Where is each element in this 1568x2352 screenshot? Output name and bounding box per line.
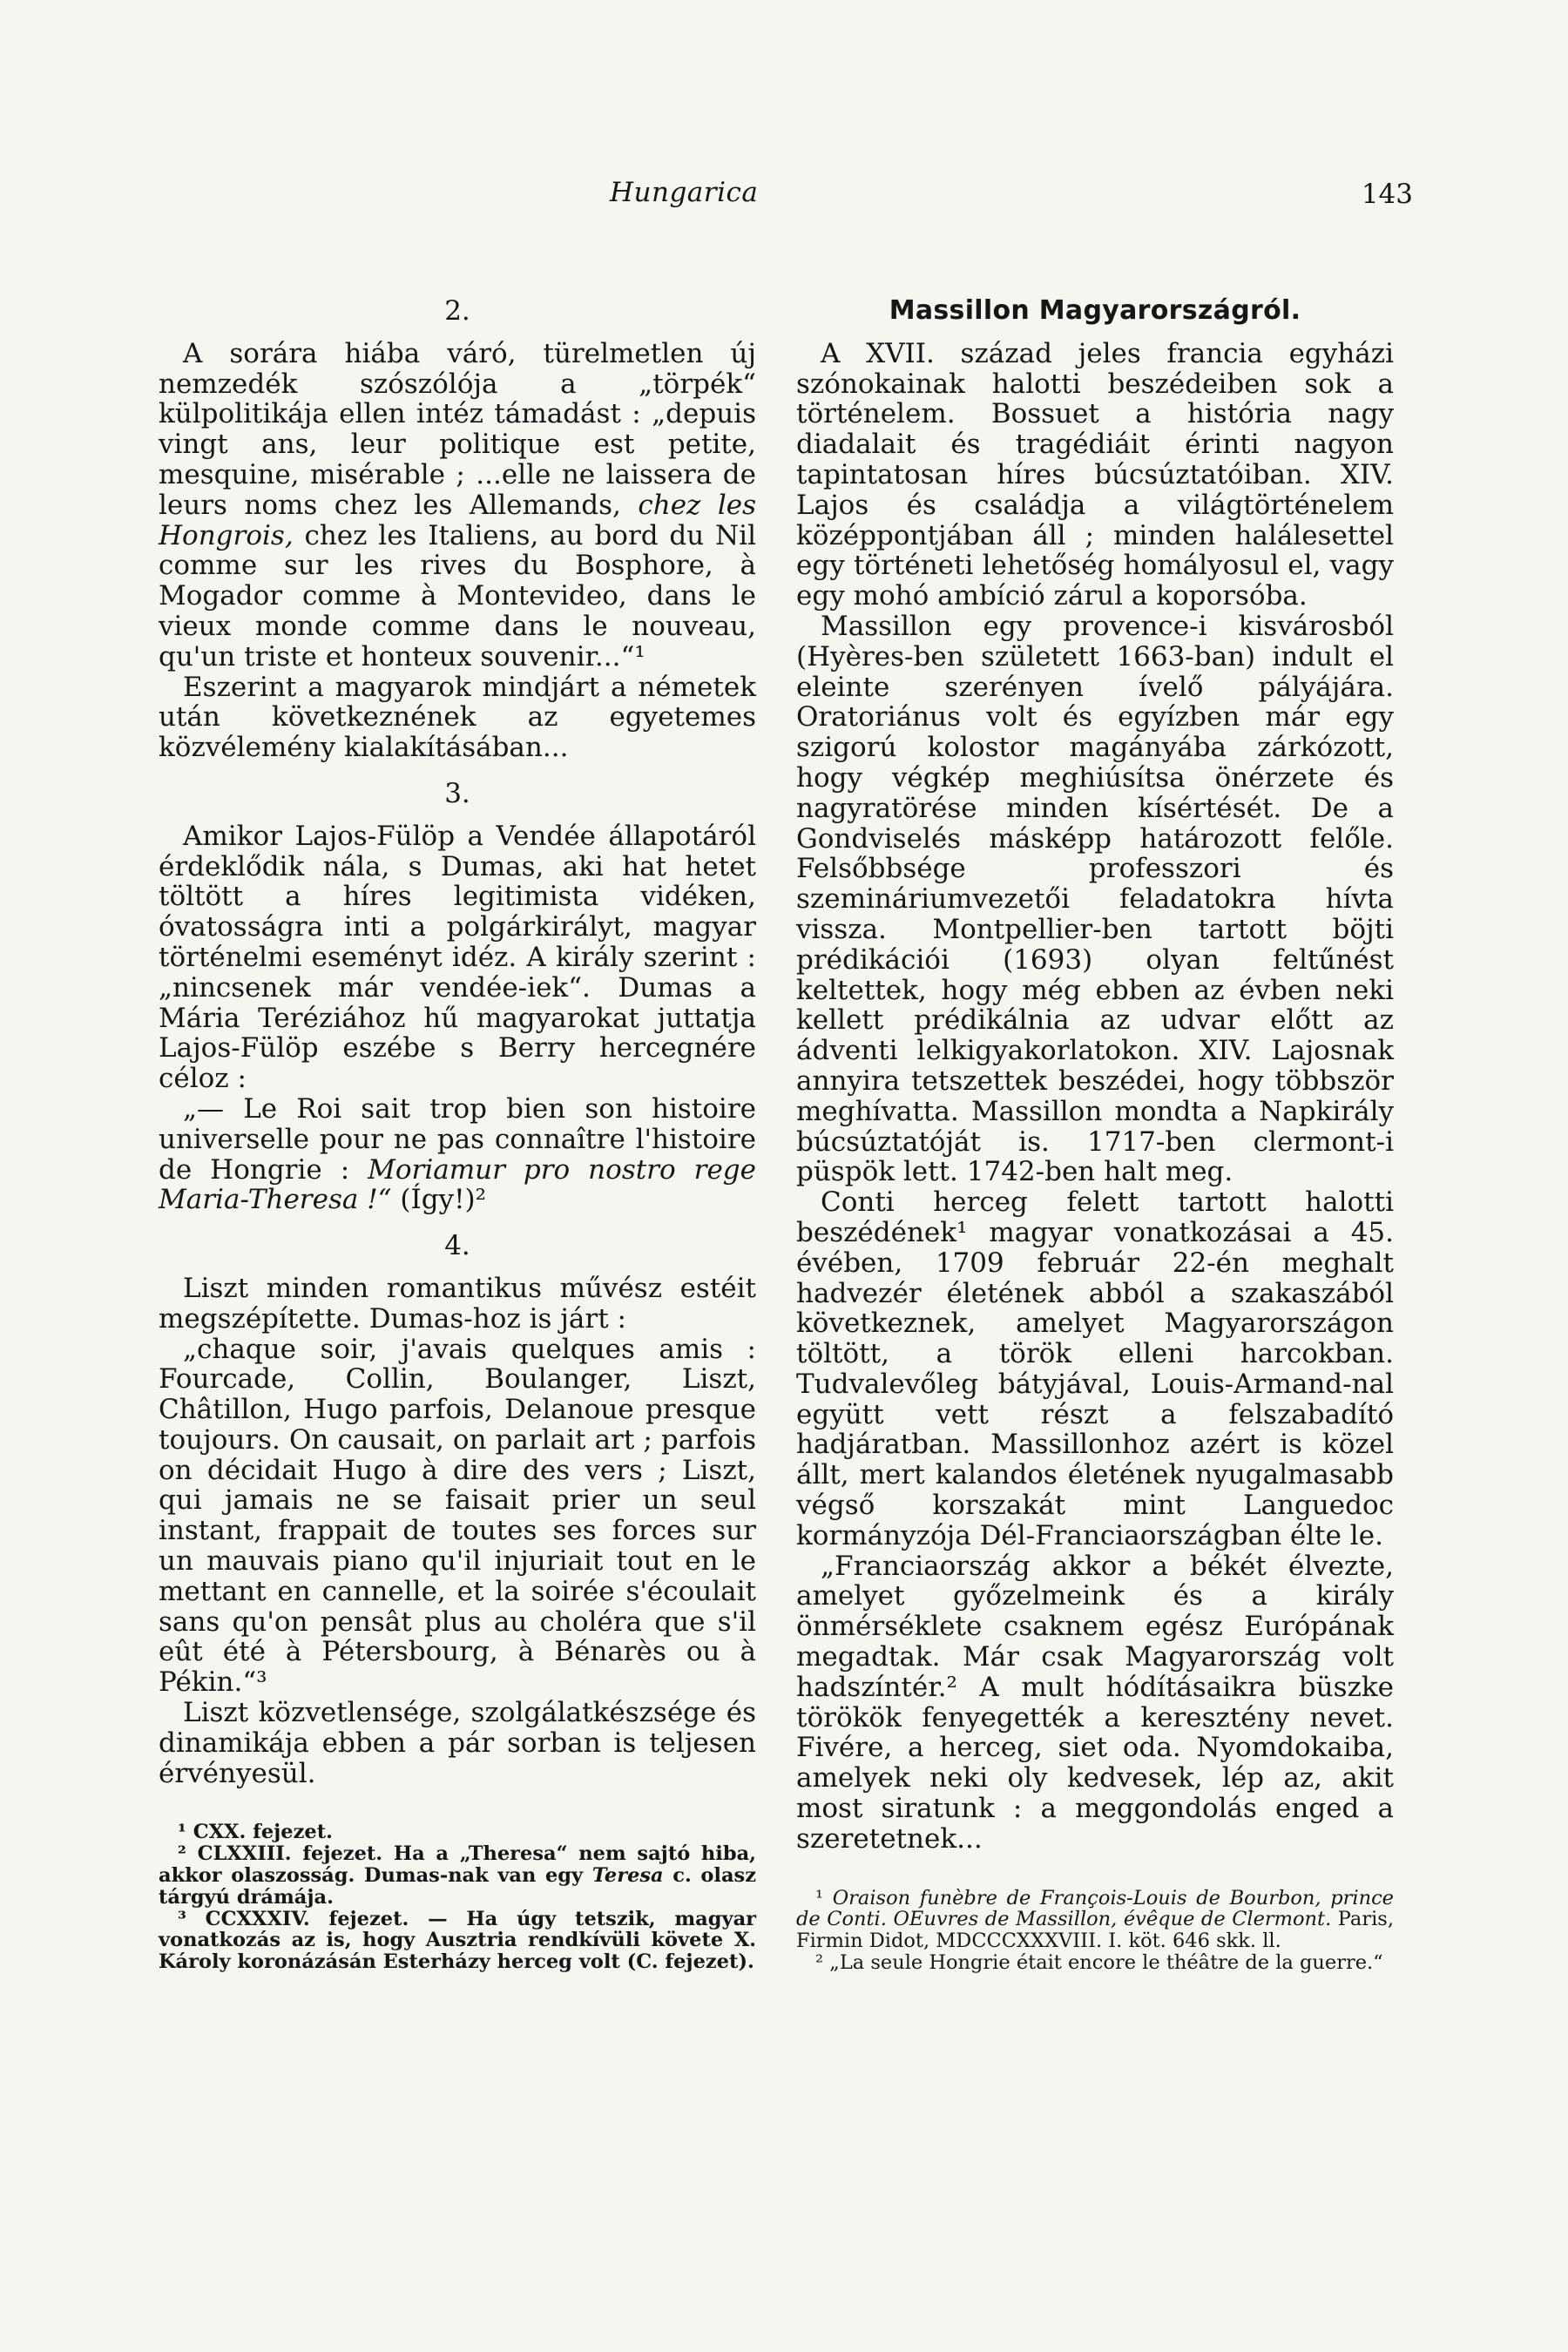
- footnotes-left: [159, 1821, 756, 1973]
- paragraph: „chaque soir, j'avais quelques amis : Fourcade, Collin, Boulanger, Liszt, Châtillon, Hugo parfois, Delanoue presque toujours. On causait, on parlait art ; parfois on décidait Hugo à dire des vers ; Liszt, qui jamais ne se faisait prier un seul instant, frappait de toutes ses forces sur un mauvais piano qu'il injuriait tout en le mettant en cannelle, et la soirée s'écoulait sans qu'on pensât plus au choléra que s'il eût été à Pétersbourg, à Bénarès ou à Pékin.“³: [159, 1333, 756, 1699]
- text-run: ² CLXXIII. fejezet. Ha a „Theresa“ nem sajtó hiba, akkor olaszosság. Dumas-nak van egy: [159, 1842, 756, 1888]
- paragraph: Conti herceg felett tartott halotti beszédének¹ magyar vonatkozásai a 45. évében, 1709 február 22-én meghalt hadvezér életének abból a szakaszából következnek, amelyet Magyarországon töltött, a török elleni harcokban. Tudvalevőleg bátyjával, Louis-Armand-nal együtt vett részt a felszabadító hadjáratban. Massillonhoz azért is közel állt, mert kalandos életének nyugalmasabb végső korszakát mint Languedoc kormányzója Dél-Franciaországban élte le.: [796, 1186, 1394, 1551]
- text-run: (Így!)²: [391, 1184, 487, 1216]
- footnote-2: ² „La seule Hongrie était encore le théâtre de la guerre.“: [815, 1951, 1383, 1975]
- italic-text: chez les Hongrois,: [159, 489, 757, 551]
- right-column: [796, 296, 1394, 1974]
- italic-text: Moriamur pro nostro rege Maria-Theresa !“: [159, 1153, 756, 1216]
- paragraph: Massillon egy provence-i kisvárosból (Hyères-ben született 1663-ban) indult el eleinte szerényen ívelő pályájára. Oratoriánus volt és egyízben már egy szigorú kolostor magányába zárkózott, hogy végkép meghiúsítsa önérzete és nagyratörése minden kísértését. De a Gondviselés másképp határozott felőle. Felsőbbsége professzori és szemináriumvezetői feladatokra hívta vissza. Montpellier-ben tartott böjti prédikációi (1693) olyan feltűnést keltettek, hogy még ebben az évben neki kellett prédikálnia az udvar előtt az ádventi lelkigyakorlatokon. XIV. Lajosnak annyira tetszettek beszédei, hogy többször meghívatta. Massillon mondta a Napkirály búcsúztatóját is. 1717-ben clermont-i püspök lett. 1742-ben halt meg.: [796, 610, 1394, 1188]
- text-run: c. olasz tárgyú drámája.: [159, 1864, 756, 1909]
- footnote-2: [159, 1843, 756, 1908]
- paragraph: Amikor Lajos-Fülöp a Vendée állapotáról érdeklődik nála, s Dumas, aki hat hetet töltött a híres legitimista vidéken, óvatosságra inti a polgárkirályt, magyar történelmi eseményt idéz. A király szerint : „nincsenek már vendée-iek“. Dumas a Mária Teréziához hű magyarokat juttatja Lajos-Fülöp eszébe s Berry hercegnére céloz :: [159, 820, 756, 1095]
- page-number: 143: [1361, 179, 1413, 210]
- paragraph: A XVII. század jeles francia egyházi szónokainak halotti beszédeiben sok a történelem. Bossuet a história nagy diadalait és tragédiáit érinti nagyon tapintatosan híres búcsúztatóiban. XIV. Lajos és családja a világtörténelem középpontjában áll ; minden halálesettel egy történeti lehetőség homályosul el, vagy egy mohó ambíció zárul a koporsóba.: [796, 337, 1394, 612]
- footnote-1: ¹ CXX. fejezet.: [178, 1821, 333, 1844]
- italic-text: Oraison funèbre de François-Louis de Bourbon, prince de Conti. OEuvres de Massillon, évêque de Clermont.: [796, 1886, 1394, 1931]
- left-column: [159, 296, 756, 1973]
- italic-text: Teresa: [591, 1864, 664, 1888]
- text-run: A sorára hiába váró, türelmetlen új nemzedék szószólója a „törpék“ külpolitikája ellen intéz támadást : „depuis vingt ans, leur politique est petite, mesquine, misérable ; ...elle ne laissera de leurs noms chez les Allemands,: [159, 337, 756, 521]
- paragraph: Liszt közvetlensége, szolgálatkészsége és dinamikája ebben a pár sorban is teljesen érvényesül.: [159, 1697, 756, 1789]
- section-number-2: 2.: [444, 295, 470, 327]
- text-run: „— Le Roi sait trop bien son histoire universelle pour ne pas connaître l'histoire de Hongrie :: [159, 1092, 756, 1186]
- text-run: Paris, Firmin Didot, MDCCCXXXVIII. I. köt. 646 skk. ll.: [796, 1908, 1394, 1953]
- section-number-4: 4.: [444, 1230, 470, 1262]
- section-title: Massillon Magyarországról.: [889, 295, 1301, 326]
- text-run: chez les Italiens, au bord du Nil comme sur les rives du Bosphore, à Mogador comme à Montevideo, dans le vieux monde comme dans le nouveau, qu'un triste et honteux souvenir...“¹: [159, 519, 756, 672]
- running-title: Hungarica: [610, 177, 759, 208]
- footnotes-right: [796, 1888, 1394, 1974]
- footnote-1: [796, 1888, 1394, 1952]
- text-run: ¹: [815, 1886, 833, 1909]
- footnote-3: ³ CCXXXIV. fejezet. — Ha úgy tetszik, magyar vonatkozás az is, hogy Ausztria rendkívüli követe X. Károly koronázásán Esterházy herceg volt (C. fejezet).: [159, 1907, 756, 1974]
- paragraph: Liszt minden romantikus művész estéit megszépítette. Dumas-hoz is járt :: [159, 1272, 756, 1335]
- section-number-3: 3.: [444, 777, 470, 809]
- paragraph: Eszerint a magyarok mindjárt a németek után következnének az egyetemes közvélemény kialakításában...: [159, 671, 756, 764]
- paragraph: „Franciaország akkor a békét élvezte, amelyet győzelmeink és a király önmérséklete csaknem egész Európának megadtak. Már csak Magyarország volt hadszíntér.² A mult hódításaikra büszke törökök fenyegették a keresztény nevet. Fivére, a herceg, siet oda. Nyomdokaiba, amelyek neki oly kedvesek, lép az, akit most siratunk : a meggondolás enged a szeretetnek...: [796, 1550, 1394, 1855]
- paragraph: [159, 1094, 756, 1215]
- paragraph: [159, 339, 756, 672]
